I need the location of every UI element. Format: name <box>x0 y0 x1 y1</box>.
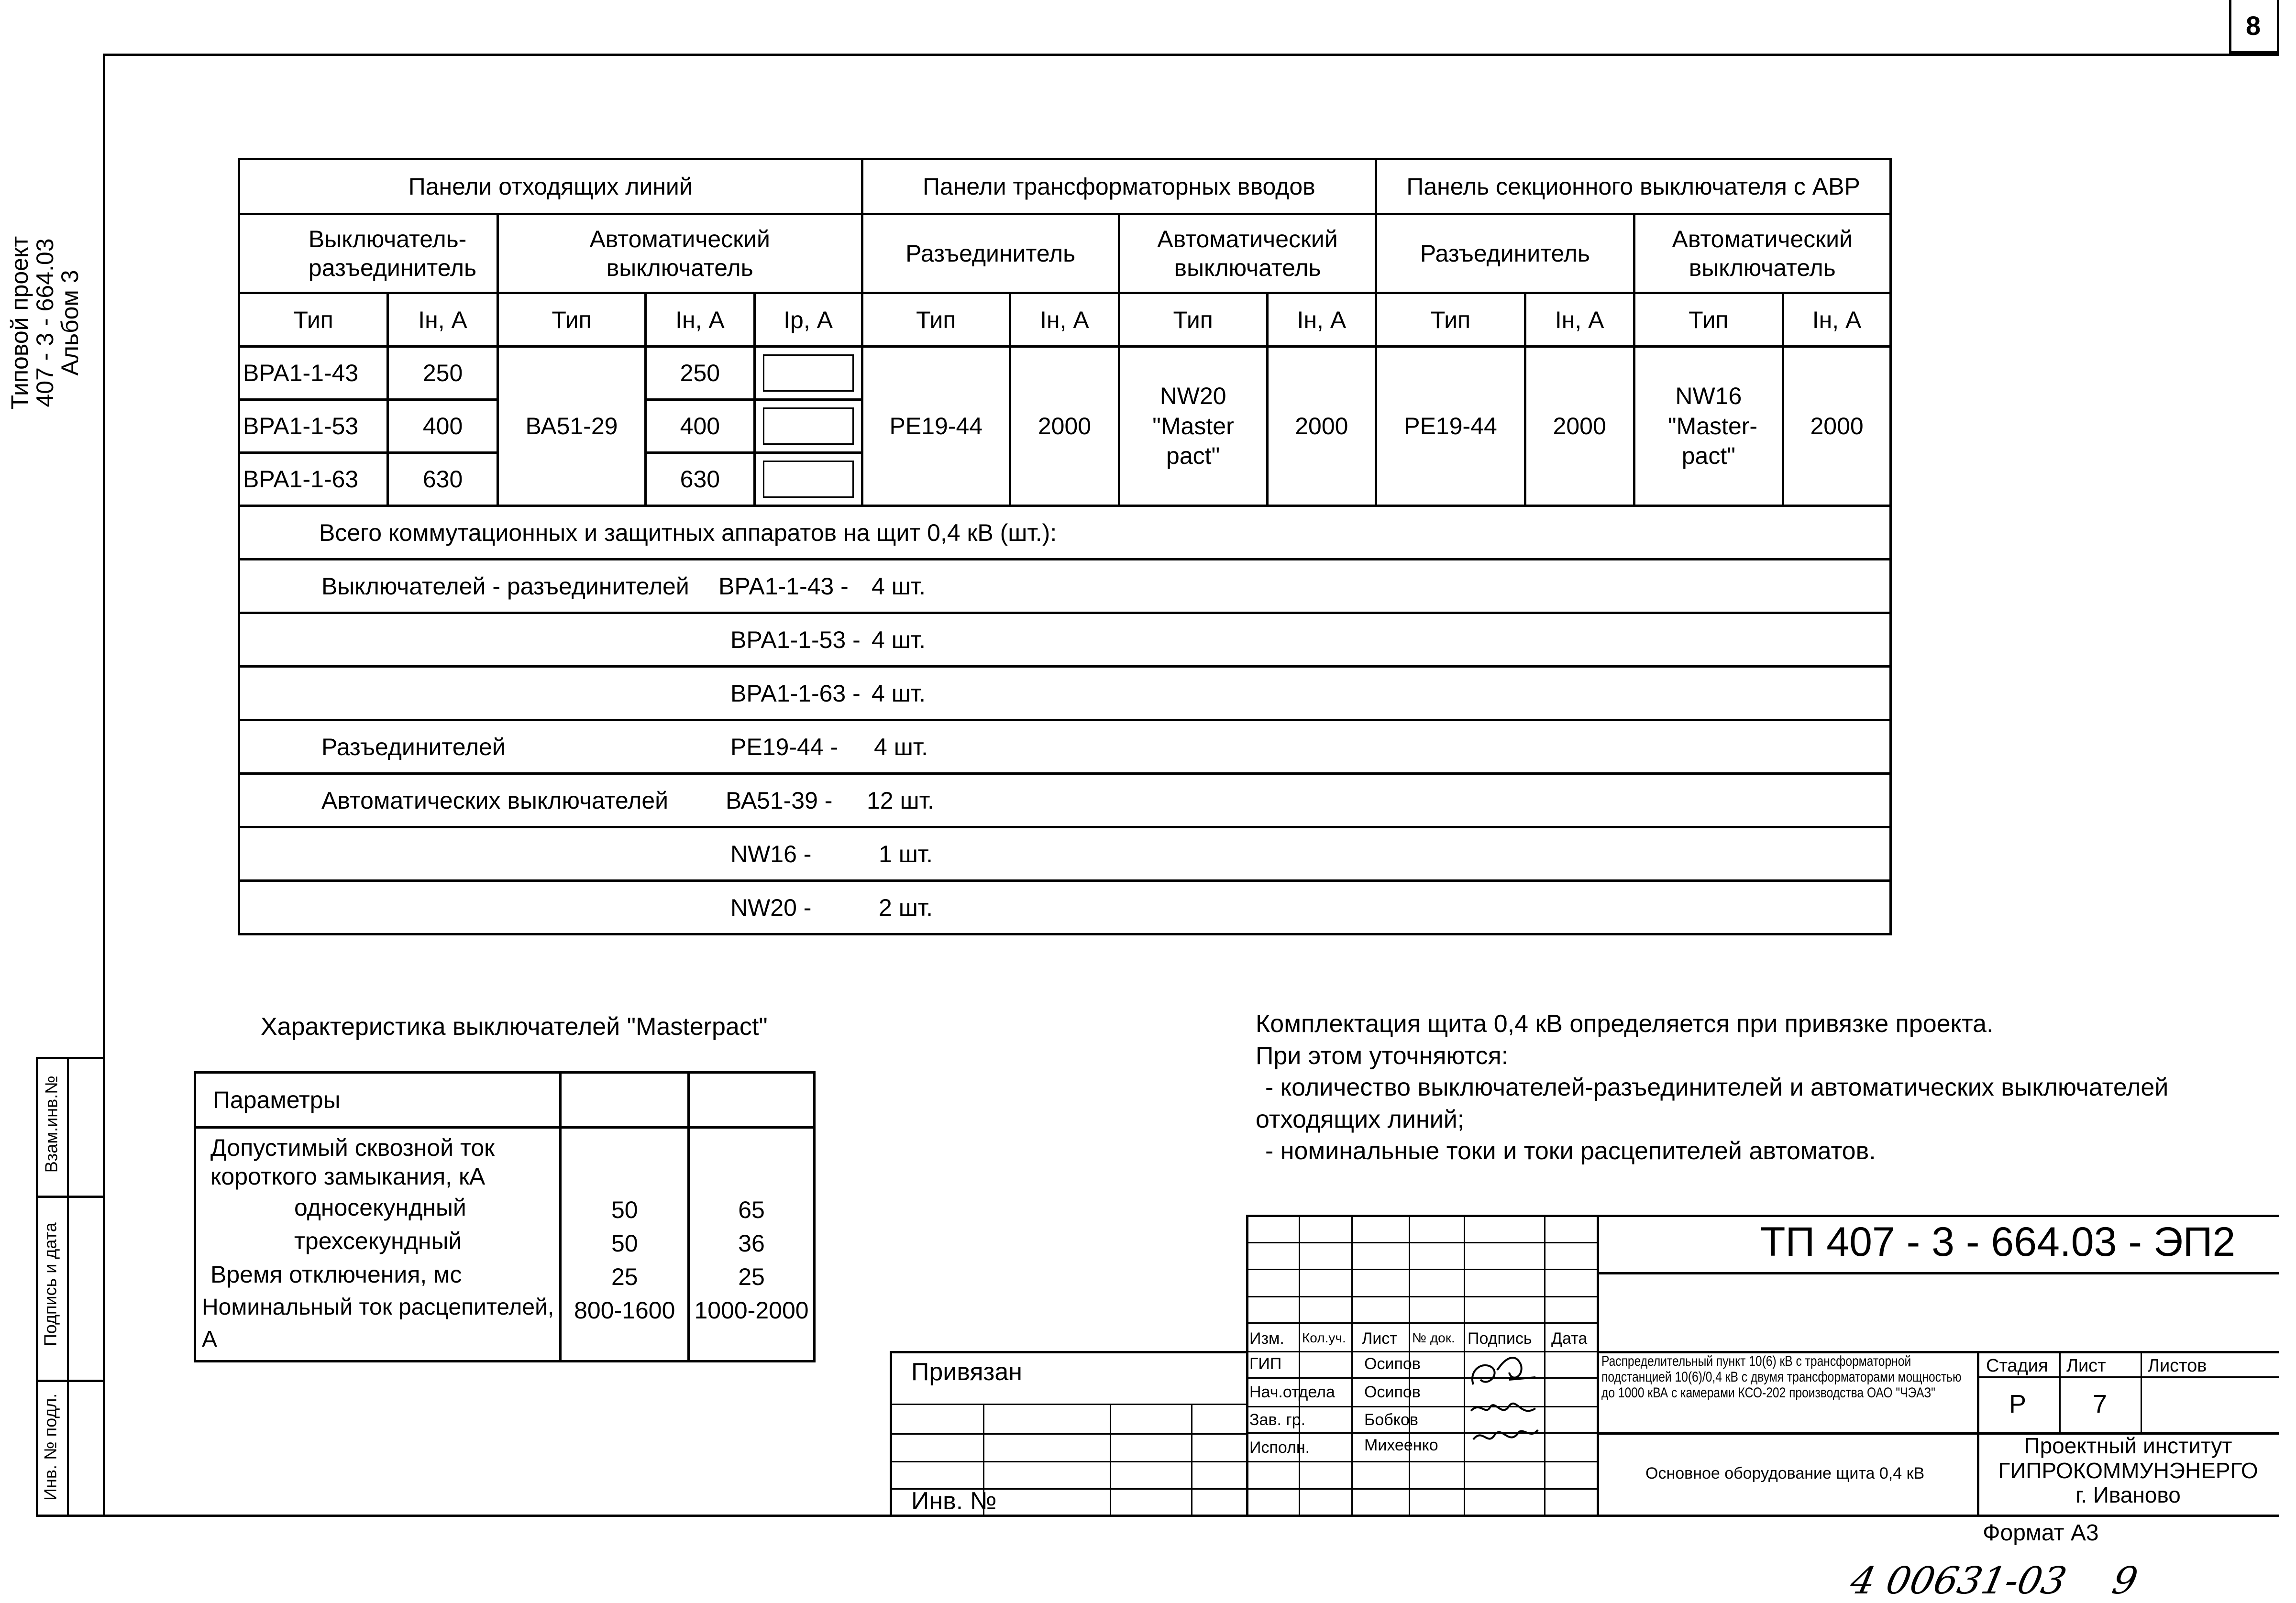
sect-breaker-in-cell: 2000 <box>1783 347 1891 506</box>
trans-disconnector-in-cell: 2000 <box>1010 347 1119 506</box>
totals-row <box>239 560 1891 613</box>
sheets-label: Листов <box>2148 1356 2207 1376</box>
col-header: Iн, А <box>1525 293 1634 347</box>
side-title <box>7 189 88 457</box>
side-title-line2: 407 - 3 - 664.03 <box>31 238 58 407</box>
masterpact-params <box>195 1128 561 1361</box>
totals-type: NW16 - <box>730 840 812 867</box>
stage-vline <box>2059 1351 2061 1432</box>
stamp-hline <box>1246 1242 1598 1243</box>
org-line: ГИПРОКОММУНЭНЕРГО <box>1998 1458 2258 1483</box>
title-hline <box>1597 1432 1977 1435</box>
totals-row <box>239 881 1891 934</box>
group-header-transformer: Панели трансформаторных вводов <box>862 159 1376 214</box>
note-line: При этом уточняются: <box>1256 1042 1509 1070</box>
name-group: Бобков <box>1364 1411 1418 1429</box>
switch-in-cell: 250 <box>388 347 497 400</box>
sect-breaker-type-cell: NW16 "Master-pact" <box>1634 347 1783 506</box>
group-header-outgoing: Панели отходящих линий <box>239 159 862 214</box>
col-header: Тип <box>1119 293 1267 347</box>
handwritten-number: 4 00631-03 9 <box>1846 1559 2141 1603</box>
totals-qty: 4 шт. <box>872 626 926 653</box>
stage-label: Стадия <box>1986 1356 2048 1376</box>
organization <box>1977 1434 2279 1508</box>
sub-header-trans-breaker: Автоматический выключатель <box>1119 214 1376 293</box>
page-number: 8 <box>2246 11 2261 41</box>
totals-title: Всего коммутационных и защитных аппаратов на щит 0,4 кВ (шт.): <box>239 506 1891 560</box>
masterpact-param-1s: односекундный <box>294 1194 466 1221</box>
switch-in-cell: 630 <box>388 453 497 506</box>
tied-hline <box>890 1461 1248 1462</box>
rev-col-izm: Изм. <box>1249 1329 1284 1348</box>
masterpact-value: 65 <box>738 1197 765 1223</box>
notes <box>1256 1008 2168 1167</box>
tied-vline <box>1110 1404 1111 1517</box>
masterpact-table <box>194 1071 816 1362</box>
sect-disconnector-type-cell: РЕ19-44 <box>1376 347 1525 506</box>
role-head: Нач.отдела <box>1249 1383 1335 1401</box>
inv-label: Инв. № <box>911 1487 997 1515</box>
role-gip: ГИП <box>1249 1355 1282 1373</box>
totals-label: Разъединителей <box>321 733 506 760</box>
masterpact-values-1 <box>561 1128 689 1361</box>
col-header: Тип <box>1634 293 1783 347</box>
totals-qty: 1 шт. <box>879 840 933 867</box>
tied-vline <box>1191 1404 1192 1517</box>
switch-type-cell: ВРА1-1-63 <box>239 453 388 506</box>
totals-label: Выключателей - разъединителей <box>321 572 689 600</box>
signature-gip <box>1472 1358 1535 1384</box>
col-header: Тип <box>497 293 645 347</box>
stamp-vline <box>1351 1215 1353 1517</box>
format-label: Формат А3 <box>1983 1520 2099 1546</box>
rev-col-kolуch: Кол.уч. <box>1302 1330 1346 1345</box>
breaker-in-cell: 630 <box>646 453 754 506</box>
masterpact-values-2 <box>689 1128 815 1361</box>
role-exec: Исполн. <box>1249 1438 1310 1457</box>
tied-label: Привязан <box>911 1358 1023 1386</box>
masterpact-param-header: Параметры <box>195 1073 561 1128</box>
sub-header-sect-breaker: Автоматический выключатель <box>1634 214 1890 293</box>
signature-group <box>1471 1404 1535 1411</box>
totals-type: ВРА1-1-53 - <box>730 626 861 653</box>
masterpact-param-time: Время отключения, мс <box>210 1261 462 1288</box>
side-title-line3: Альбом 3 <box>56 270 83 376</box>
col-header: Тип <box>862 293 1010 347</box>
project-description: Распределительный пункт 10(6) кВ с трансформаторной подстанцией 10(6)/0,4 кВ с двумя трансформаторами мощностью до 1000 кВА с камерами КСО-202 производства ОАО "ЧЭАЗ" <box>1601 1353 1962 1401</box>
masterpact-title: Характеристика выключателей "Masterpact" <box>261 1013 768 1041</box>
totals-qty: 2 шт. <box>879 894 933 921</box>
col-header: Тип <box>1376 293 1525 347</box>
signatures <box>1464 1351 1545 1461</box>
side-field-zam: Взам.инв.№ <box>41 1076 61 1173</box>
masterpact-param-release: Номинальный ток расцепителей, А <box>202 1295 554 1352</box>
note-line: - количество выключателей-разъединителей и автоматических выключателей <box>1265 1074 2169 1102</box>
sheet-value: 7 <box>2093 1390 2108 1418</box>
totals-type: NW20 - <box>730 894 812 921</box>
equipment-table <box>238 158 1892 935</box>
release-current-cell <box>754 347 862 400</box>
note-line: Комплектация щита 0,4 кВ определяется при привязке проекта. <box>1256 1010 1994 1038</box>
masterpact-value: 50 <box>611 1230 638 1257</box>
release-current-input[interactable] <box>763 407 854 445</box>
totals-label: Автоматических выключателей <box>321 787 669 814</box>
totals-qty: 4 шт. <box>874 733 928 760</box>
breaker-in-cell: 400 <box>646 400 754 453</box>
col-header: Iр, А <box>754 293 862 347</box>
release-current-cell <box>754 400 862 453</box>
masterpact-param-3s: трехсекундный <box>294 1228 462 1254</box>
side-field-inv: Инв. № подл. <box>40 1393 60 1501</box>
col-header: Iн, А <box>1783 293 1891 347</box>
masterpact-value: 36 <box>738 1230 765 1257</box>
rev-col-date: Дата <box>1551 1329 1588 1348</box>
name-head: Осипов <box>1364 1383 1421 1401</box>
col-header: Iн, А <box>1267 293 1376 347</box>
switch-type-cell: ВРА1-1-53 <box>239 400 388 453</box>
trans-breaker-type-cell: NW20 "Master pact" <box>1119 347 1267 506</box>
totals-row <box>239 613 1891 667</box>
stamp-hline <box>1246 1488 1598 1490</box>
masterpact-value: 50 <box>611 1197 638 1223</box>
document-code: ТП 407 - 3 - 664.03 - ЭП2 <box>1760 1219 2236 1265</box>
signature-exec <box>1473 1430 1538 1439</box>
org-line: г. Иваново <box>2075 1482 2181 1508</box>
role-group: Зав. гр. <box>1249 1411 1306 1429</box>
trans-breaker-in-cell: 2000 <box>1267 347 1376 506</box>
stamp-vline <box>1597 1215 1599 1517</box>
rev-col-sign: Подпись <box>1468 1329 1532 1348</box>
masterpact-col-2 <box>689 1073 815 1128</box>
totals-row <box>239 720 1891 774</box>
tied-hline <box>890 1433 1248 1435</box>
name-exec: Михеенко <box>1364 1436 1438 1454</box>
side-title-line1: Типовой проект <box>6 236 33 410</box>
note-line: - номинальные токи и токи расцепителей автоматов. <box>1265 1137 1876 1165</box>
totals-qty: 12 шт. <box>867 787 934 814</box>
sub-header-trans-disconnector: Разъединитель <box>862 214 1119 293</box>
totals-row <box>239 774 1891 827</box>
stage-value: Р <box>2009 1390 2027 1418</box>
masterpact-col-1 <box>561 1073 689 1128</box>
col-header: Iн, А <box>1010 293 1119 347</box>
sub-header-sect-disconnector: Разъединитель <box>1376 214 1634 293</box>
switch-type-cell: ВРА1-1-43 <box>239 347 388 400</box>
col-header: Тип <box>239 293 388 347</box>
release-current-input[interactable] <box>763 461 854 498</box>
totals-qty: 4 шт. <box>872 572 926 600</box>
org-line: Проектный институт <box>2024 1433 2232 1458</box>
masterpact-value: 25 <box>738 1263 765 1290</box>
release-current-cell <box>754 453 862 506</box>
totals-type: РЕ19-44 - <box>730 733 839 760</box>
totals-type: ВРА1-1-63 - <box>730 680 861 707</box>
totals-qty: 4 шт. <box>872 680 926 707</box>
col-header: Iн, А <box>388 293 497 347</box>
masterpact-value: 800-1600 <box>574 1297 675 1324</box>
stage-vline <box>2141 1351 2142 1432</box>
sheet-title: Основное оборудование щита 0,4 кВ <box>1645 1464 1925 1482</box>
code-hline <box>1597 1272 2279 1274</box>
release-current-input[interactable] <box>763 354 854 392</box>
stamp-hline <box>1246 1461 1598 1462</box>
sub-header-breaker: Автоматический выключатель <box>497 214 862 293</box>
name-gip: Осипов <box>1364 1355 1421 1373</box>
masterpact-param-short-circuit: Допустимый сквозной ток короткого замыкания, кА <box>210 1134 495 1190</box>
group-header-section: Панель секционного выключателя с АВР <box>1376 159 1891 214</box>
rev-col-ndoc: № док. <box>1412 1330 1455 1345</box>
switch-in-cell: 400 <box>388 400 497 453</box>
tied-hline <box>890 1404 1248 1405</box>
stamp-vline <box>1299 1215 1300 1517</box>
note-line: отходящих линий; <box>1256 1105 1465 1133</box>
sub-header-switch: Выключатель-разъединитель <box>239 214 498 293</box>
col-header: Iн, А <box>646 293 754 347</box>
breaker-in-cell: 250 <box>646 347 754 400</box>
totals-type: ВРА1-1-43 - <box>718 572 849 600</box>
sect-disconnector-in-cell: 2000 <box>1525 347 1634 506</box>
totals-row <box>239 827 1891 881</box>
side-fields-divider <box>67 1057 69 1517</box>
masterpact-value: 1000-2000 <box>694 1297 809 1324</box>
stamp-hline <box>1246 1296 1598 1297</box>
breaker-type-cell: ВА51-29 <box>497 347 645 506</box>
totals-type: ВА51-39 - <box>726 787 833 814</box>
totals-row <box>239 667 1891 720</box>
rev-col-list: Лист <box>1362 1329 1397 1348</box>
stamp-hline <box>1246 1322 1598 1324</box>
trans-disconnector-type-cell: РЕ19-44 <box>862 347 1010 506</box>
stamp-hline <box>1246 1269 1598 1270</box>
side-field-sign: Подпись и дата <box>40 1222 60 1347</box>
sheet-label: Лист <box>2066 1356 2106 1376</box>
masterpact-value: 25 <box>611 1263 638 1290</box>
